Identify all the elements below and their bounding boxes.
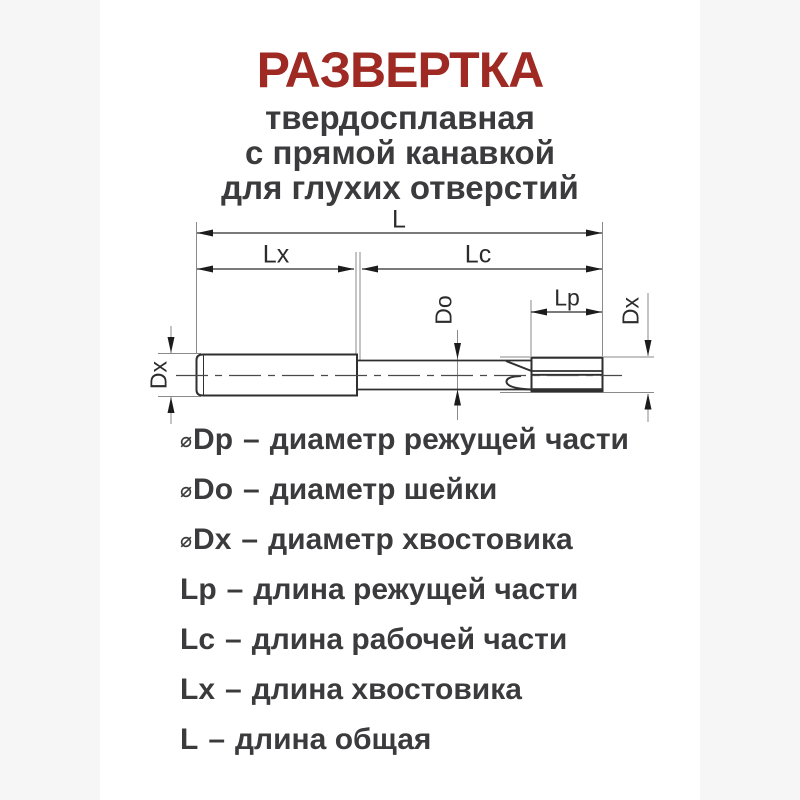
reamer-body <box>176 355 622 396</box>
legend-symbol: Lp <box>180 573 217 606</box>
legend-symbol: Dp <box>193 423 234 456</box>
legend-item-lx <box>180 670 522 710</box>
legend-item-dp <box>180 420 629 460</box>
legend-text: длина режущей части <box>253 573 579 606</box>
dimension-lines <box>197 233 602 312</box>
legend-text: длина рабочей части <box>251 623 568 656</box>
legend-symbol: Lc <box>180 623 216 656</box>
legend-symbol: L <box>180 723 199 756</box>
dim-label-shank-length: Lx <box>262 240 290 269</box>
legend-text: длина хвостовика <box>251 673 522 706</box>
legend-separator: – <box>241 523 259 556</box>
diameter-sign: ⌀ <box>180 528 194 552</box>
legend-symbol: Lx <box>180 673 216 706</box>
dim-label-shank-diameter: Dx <box>145 360 172 390</box>
dim-label-neck-diameter: Do <box>430 295 457 325</box>
legend-separator: – <box>225 673 242 706</box>
legend-separator: – <box>243 423 260 456</box>
legend-separator: – <box>208 723 226 756</box>
legend-item-dx <box>180 520 573 560</box>
subtitle-line-2: с прямой канавкой <box>245 134 555 171</box>
legend-separator: – <box>226 573 244 606</box>
extension-lines <box>158 222 654 424</box>
legend-item-l <box>180 720 431 760</box>
legend-separator: – <box>243 473 260 506</box>
legend-item-lc <box>180 620 567 660</box>
legend-item-do <box>180 470 497 510</box>
subtitle-line-3: для глухих отверстий <box>221 169 579 206</box>
legend-text: диаметр хвостовика <box>268 523 573 556</box>
legend-item-lp <box>180 570 578 610</box>
diameter-sign: ⌀ <box>180 478 194 502</box>
dim-label-working-length: Lc <box>464 240 492 269</box>
legend-symbol: Do <box>193 473 234 506</box>
dimension-arrows <box>168 230 652 414</box>
dim-label-total-length: L <box>392 205 406 234</box>
page-title: РАЗВЕРТКА <box>256 42 544 98</box>
dim-label-cutting-diameter: Dx <box>617 296 644 326</box>
legend-text: диаметр шейки <box>269 473 498 506</box>
dim-label-cutting-length: Lp <box>554 284 580 311</box>
subtitle-line-1: твердосплавная <box>265 99 535 136</box>
legend-text: диаметр режущей части <box>269 423 630 456</box>
legend-text: длина общая <box>235 723 432 756</box>
flute-runout-hook <box>506 376 532 390</box>
legend-symbol: Dx <box>193 523 232 556</box>
legend-separator: – <box>225 623 242 656</box>
flute-leadin-diagonal <box>506 361 532 371</box>
diameter-sign: ⌀ <box>180 428 194 452</box>
